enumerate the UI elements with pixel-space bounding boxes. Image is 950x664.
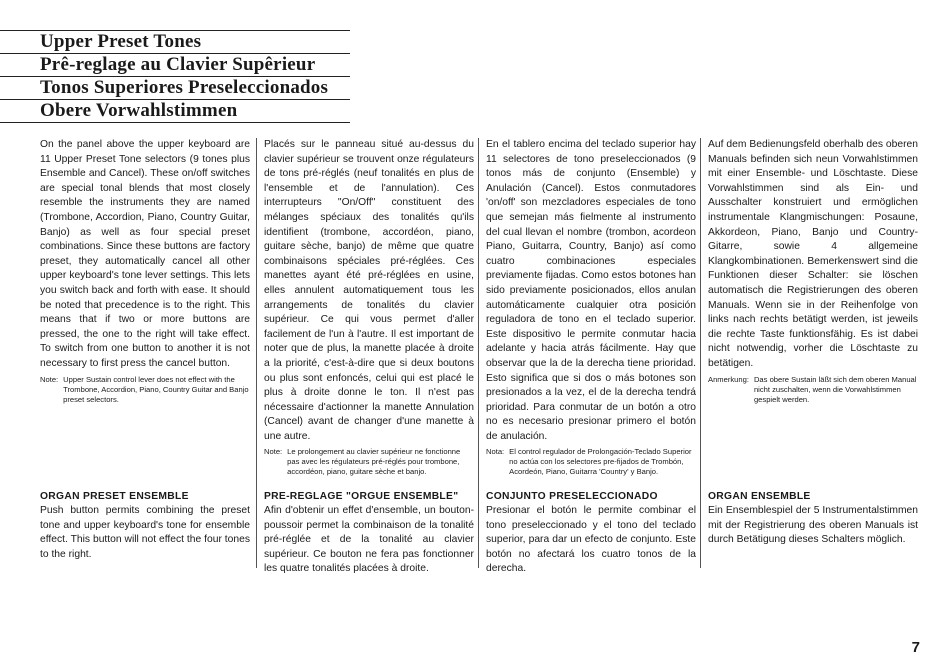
note [486, 447, 696, 477]
section-heading: CONJUNTO PRESELECCIONADO [486, 491, 658, 502]
body-text: On the panel above the upper keyboard are 11 Upper Preset Tone selectors (9 tones plus Ensemble and Cancel). These on/off switches are special tonal blends that most closely resemble the instruments they are named (Trombone, Accordion, Piano, Country Guitar, Banjo) as well as four special preset combinations. Since these buttons are factory preset, they automatically cancel all other upper keyboard's tone lever settings. This lets you switch back and forth with ease. It should be noted that precedence is to the right. This means that if two or more buttons are pressed, the one to the right will take effect. To switch from one button to another it is not necessary to first press the cancel button. [40, 139, 250, 369]
body-text: Placés sur le panneau situé au-dessus du clavier supérieur se trouvent onze régulateurs de tons pré-réglés (neuf tonalités en plus de l'ensemble et de l'annulation). Ces interrupteurs "On/Off" constituent des mélanges spéciaux des tonalités qu'ils identifient (trombone, accordéon, piano, guitare sèche, banjo) de même que quatre combinaisons spéciales pré-réglées. Ces manettes ayant été pré-réglées en usine, elles annulent automatiquement tous les arrangements de tonalités du clavier supérieur. Ce qui vous permet d'aller facilement de l'un à l'autre. Il est important de noter que de plus, la manette placée à droite a la priorité, c'est-à-dire que si deux boutons ou plus sont enfoncés, celui qui est placé le plus à droite donne le ton. Il n'est pas nécessaire d'actionner la manette Annulation (Cancel) avant de changer d'une manette à une autre. [264, 139, 474, 442]
section-body: Afin d'obtenir un effet d'ensemble, un bouton-poussoir permet la combinaison de la tonalité pré-réglée et de la tonalité au clavier supérieur. Ce bouton ne fera pas fonctionner les quatre tonalités placées à droite. [264, 505, 474, 575]
title-block [0, 30, 350, 123]
note-label: Nota: [486, 447, 505, 457]
title-english: Upper Preset Tones [40, 31, 202, 52]
column-divider [256, 138, 257, 568]
note [40, 375, 250, 405]
column-divider [700, 138, 701, 568]
title-french: Prê-reglage au Clavier Supêrieur [40, 54, 316, 75]
column-german [708, 138, 918, 610]
title-german: Obere Vorwahlstimmen [40, 100, 238, 121]
note-label: Note: [40, 374, 59, 384]
column-divider [478, 138, 479, 568]
page-number: 7 [911, 639, 920, 656]
column-french [264, 138, 474, 610]
note-label: Note: [264, 447, 283, 457]
title-row [0, 76, 350, 99]
section-heading: ORGAN ENSEMBLE [708, 491, 811, 502]
title-row [0, 30, 350, 53]
note-text: Das obere Sustain läßt sich dem oberen Manual nicht zuschalten, wenn die Vorwahlstimmen gespielt werden. [753, 374, 917, 404]
section-body: Presionar el botón le permite combinar el tono preseleccionado y el tono del teclado superior, para dar un efecto de conjunto. Este botón no afectará los cuatro tonos de la derecha. [486, 505, 696, 575]
title-spanish: Tonos Superiores Preseleccionados [40, 77, 329, 98]
note [708, 375, 918, 405]
body-text: En el tablero encima del teclado superior hay 11 selectores de tono preseleccionados (9 tonos más de conjunto (Ensemble) y Anulación (Cancel). Estos conmutadores 'on/off' son mezcladores especiales de tono que semejan más fielmente al instrumento del cual llevan el nombre (trombon, acordeon Piano, Guitarra, Country, Banjo) así como cuatro combinaciones especiales previamente fijadas. Como estos botones han sido previamente posicionados, ellos anulan automáticamente cualquier otra posición reguladora de tono en el teclado superior. Este dispositivo le permite conmutar hacia adelante y hacia atrás fácilmente. Hay que observar que la de la derecha tiene prioridad. Esto significa que si dos o más botones son presionados a la vez, el de la derecha tendrá prioridad. Para conmutar de un botón a otro no es necesario presionar primero el botón de anulación. [486, 139, 696, 442]
note-text: Le prolongement au clavier supérieur ne fonctionne pas avec les régulateurs pré-réglés pour trombone, accordéon, piano, guitare sèche et banjo. [287, 447, 461, 477]
column-english [40, 138, 250, 610]
column-spanish [486, 138, 696, 610]
title-row [0, 53, 350, 76]
section-heading: ORGAN PRESET ENSEMBLE [40, 491, 189, 502]
note-label: Anmerkung: [708, 374, 749, 384]
section-body: Ein Ensemblespiel der 5 Instrumentalstimmen mit der Registrierung des oberen Manuals ist durch Betätigung dieses Schalters möglich. [708, 505, 918, 546]
body-text: Auf dem Bedienungsfeld oberhalb des oberen Manuals befinden sich neun Vorwahlstimmen mit einer Ensemble- und Löschtaste. Diese Vorwahlstimmen sind als Ein- und Ausschalter konstruiert und ermöglichen instrumentale Klangmischungen: Posaune, Akkordeon, Piano, Banjo und Country-Gitarre, sowie 4 allgemeine Klangkombinationen. Bemerkenswert sind die Funktionen dieser Schalter: sie löschen automatisch die Registrierungen des oberen Manuals. Wenn sie in der Reihenfolge von links nach rechts betätigt werden, ist jeweils die rechte Taste funktionsfähig. Es ist dabei nicht notwendig, vorher die Löschtaste zu betätigen. [708, 139, 918, 369]
section-heading: PRE-REGLAGE "ORGUE ENSEMBLE" [264, 491, 459, 502]
section-body: Push button permits combining the preset tone and upper keyboard's tone for ensemble effect. This button will not effect the four tones to the right. [40, 505, 250, 560]
note-text: El control regulador de Prolongación-Teclado Superior no actúa con los selectores pre-fijados de Trombón, Acordeón, Piano, Guitarra 'Country' y Banjo. [509, 447, 692, 477]
note-text: Upper Sustain control lever does not effect with the Trombone, Accordion, Piano, Country Guitar and Banjo preset selectors. [63, 374, 249, 404]
note [264, 447, 474, 477]
title-row [0, 99, 350, 123]
